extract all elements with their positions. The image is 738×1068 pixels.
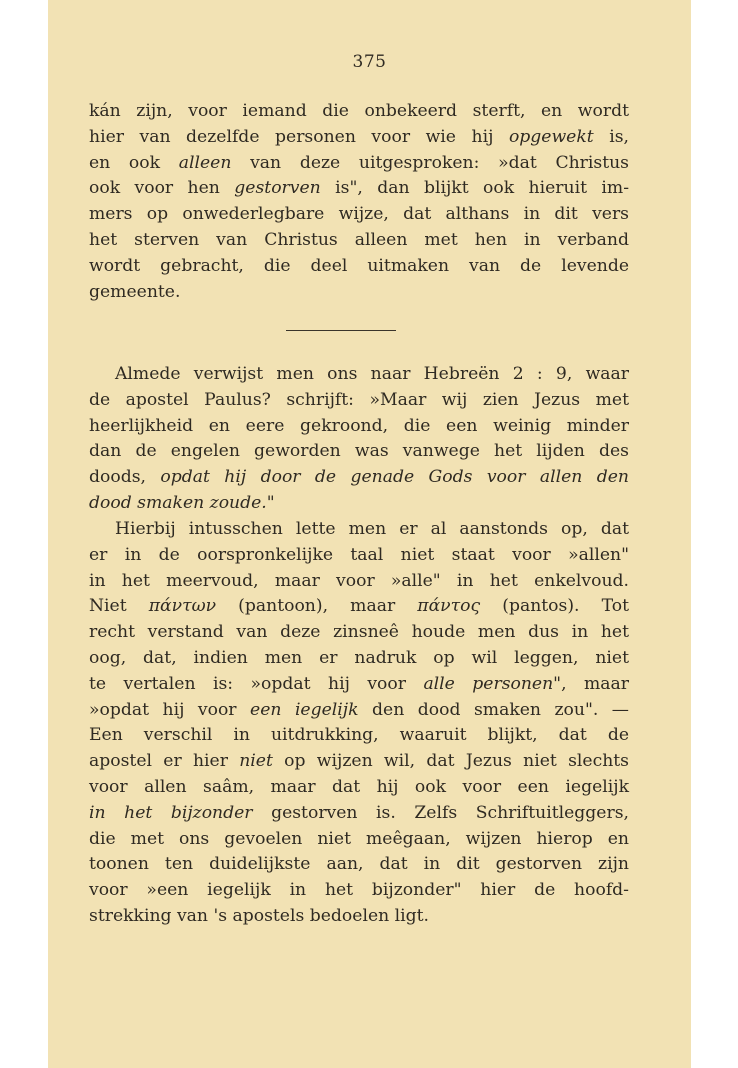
text-segment: recht verstand van deze zinsneê houde men dus in het bbox=[89, 622, 629, 643]
text-segment: mers op onwederlegbare wijze, dat althans in dit vers bbox=[89, 204, 629, 225]
text-segment: opdat hij door de genade Gods voor allen den bbox=[160, 467, 629, 488]
text-segment: (pantos). Tot bbox=[480, 596, 630, 617]
text-segment: strekking van 's apostels bedoelen ligt. bbox=[89, 905, 430, 926]
text-segment: kán zijn, voor iemand die onbekeerd sterft, en wordt bbox=[89, 101, 629, 121]
text-line bbox=[89, 99, 629, 125]
text-segment: is", dan blijkt ook hieruit im- bbox=[320, 178, 630, 199]
text-line bbox=[89, 176, 629, 202]
text-line bbox=[89, 569, 629, 595]
paragraph-continuation bbox=[89, 99, 629, 305]
text-line bbox=[89, 594, 629, 620]
text-line bbox=[89, 388, 629, 414]
paragraph-hebrews-quote bbox=[89, 362, 629, 517]
text-segment: doods, bbox=[89, 467, 161, 488]
text-line bbox=[89, 801, 629, 827]
text-segment: oog, dat, indien men er nadruk op wil leggen, niet bbox=[89, 647, 629, 668]
text-line bbox=[89, 775, 629, 801]
text-line bbox=[89, 543, 629, 569]
paragraph-explanation bbox=[89, 517, 629, 930]
text-segment: πάντων bbox=[148, 596, 217, 617]
text-line bbox=[89, 827, 629, 853]
text-segment: in het bijzonder bbox=[89, 802, 253, 823]
text-segment: apostel er hier bbox=[89, 751, 240, 772]
text-segment: een iegelijk bbox=[250, 699, 359, 720]
text-line bbox=[89, 254, 629, 280]
text-segment: alleen bbox=[178, 152, 232, 173]
text-line bbox=[89, 723, 629, 749]
text-segment: dood smaken zoude. bbox=[89, 492, 267, 513]
section-divider bbox=[286, 330, 396, 331]
text-segment: ook voor hen bbox=[89, 178, 235, 199]
text-segment: " bbox=[266, 492, 275, 513]
text-segment: er in de oorspronkelijke taal niet staat voor »allen" bbox=[89, 544, 629, 565]
text-segment: »opdat hij voor bbox=[89, 699, 251, 720]
text-segment: in het meervoud, maar voor »alle" in het enkelvoud. bbox=[89, 570, 629, 591]
text-segment: gestorven bbox=[234, 178, 321, 199]
text-segment: Almede verwijst men ons naar Hebreën 2 : 9, waar bbox=[115, 364, 629, 384]
text-segment: die met ons gevoelen niet meêgaan, wijzen hierop en bbox=[89, 828, 629, 849]
text-segment: Een verschil in uitdrukking, waaruit blijkt, dat de bbox=[89, 725, 629, 746]
text-segment: en ook bbox=[89, 152, 179, 173]
text-line bbox=[89, 202, 629, 228]
text-segment: den dood smaken zou". — bbox=[358, 699, 629, 720]
text-segment: πάντος bbox=[417, 596, 481, 617]
book-page bbox=[48, 0, 691, 1068]
text-segment: gemeente. bbox=[89, 281, 181, 302]
text-line bbox=[89, 491, 629, 517]
text-segment: wordt gebracht, die deel uitmaken van de levende bbox=[89, 255, 629, 276]
text-line bbox=[89, 151, 629, 177]
text-line bbox=[89, 439, 629, 465]
text-line bbox=[89, 646, 629, 672]
text-segment: de apostel Paulus? schrijft: »Maar wij zien Jezus met bbox=[89, 389, 629, 410]
text-segment: gestorven is. Zelfs Schriftuitleggers, bbox=[252, 802, 629, 823]
text-line bbox=[89, 878, 629, 904]
text-line bbox=[89, 749, 629, 775]
text-segment: Niet bbox=[89, 596, 149, 617]
text-segment: te vertalen is: »opdat hij voor bbox=[89, 673, 424, 694]
text-segment: (pantoon), maar bbox=[216, 596, 418, 617]
text-line bbox=[89, 620, 629, 646]
text-segment: voor allen saâm, maar dat hij ook voor een iegelijk bbox=[89, 776, 629, 797]
text-line bbox=[89, 517, 629, 543]
text-line bbox=[89, 125, 629, 151]
text-segment: van deze uitgesproken: »dat Christus bbox=[231, 152, 630, 173]
text-line bbox=[89, 465, 629, 491]
page-number: 375 bbox=[352, 52, 387, 72]
text-line bbox=[89, 698, 629, 724]
text-segment: opgewekt bbox=[508, 126, 594, 147]
text-segment: heerlijkheid en eere gekroond, die een weinig minder bbox=[89, 415, 629, 436]
text-line bbox=[89, 672, 629, 698]
text-line bbox=[89, 414, 629, 440]
text-segment: is, bbox=[593, 126, 629, 147]
text-line bbox=[89, 852, 629, 878]
text-segment: voor »een iegelijk in het bijzonder" hier de hoofd- bbox=[89, 880, 629, 901]
text-line bbox=[89, 362, 629, 388]
text-segment: op wijzen wil, dat Jezus niet slechts bbox=[272, 751, 629, 772]
text-line bbox=[89, 228, 629, 254]
text-line bbox=[89, 904, 629, 930]
text-segment: het sterven van Christus alleen met hen in verband bbox=[89, 229, 629, 250]
text-segment: Hierbij intusschen lette men er al aanstonds op, dat bbox=[115, 519, 629, 539]
text-segment: hier van dezelfde personen voor wie hij bbox=[89, 126, 509, 147]
text-segment: dan de engelen geworden was vanwege het lijden des bbox=[89, 441, 629, 462]
text-segment: alle personen bbox=[423, 673, 554, 694]
text-segment: toonen ten duidelijkste aan, dat in dit gestorven zijn bbox=[89, 854, 629, 875]
text-segment: ", maar bbox=[553, 673, 630, 694]
text-line bbox=[89, 280, 629, 306]
text-segment: niet bbox=[239, 751, 273, 772]
